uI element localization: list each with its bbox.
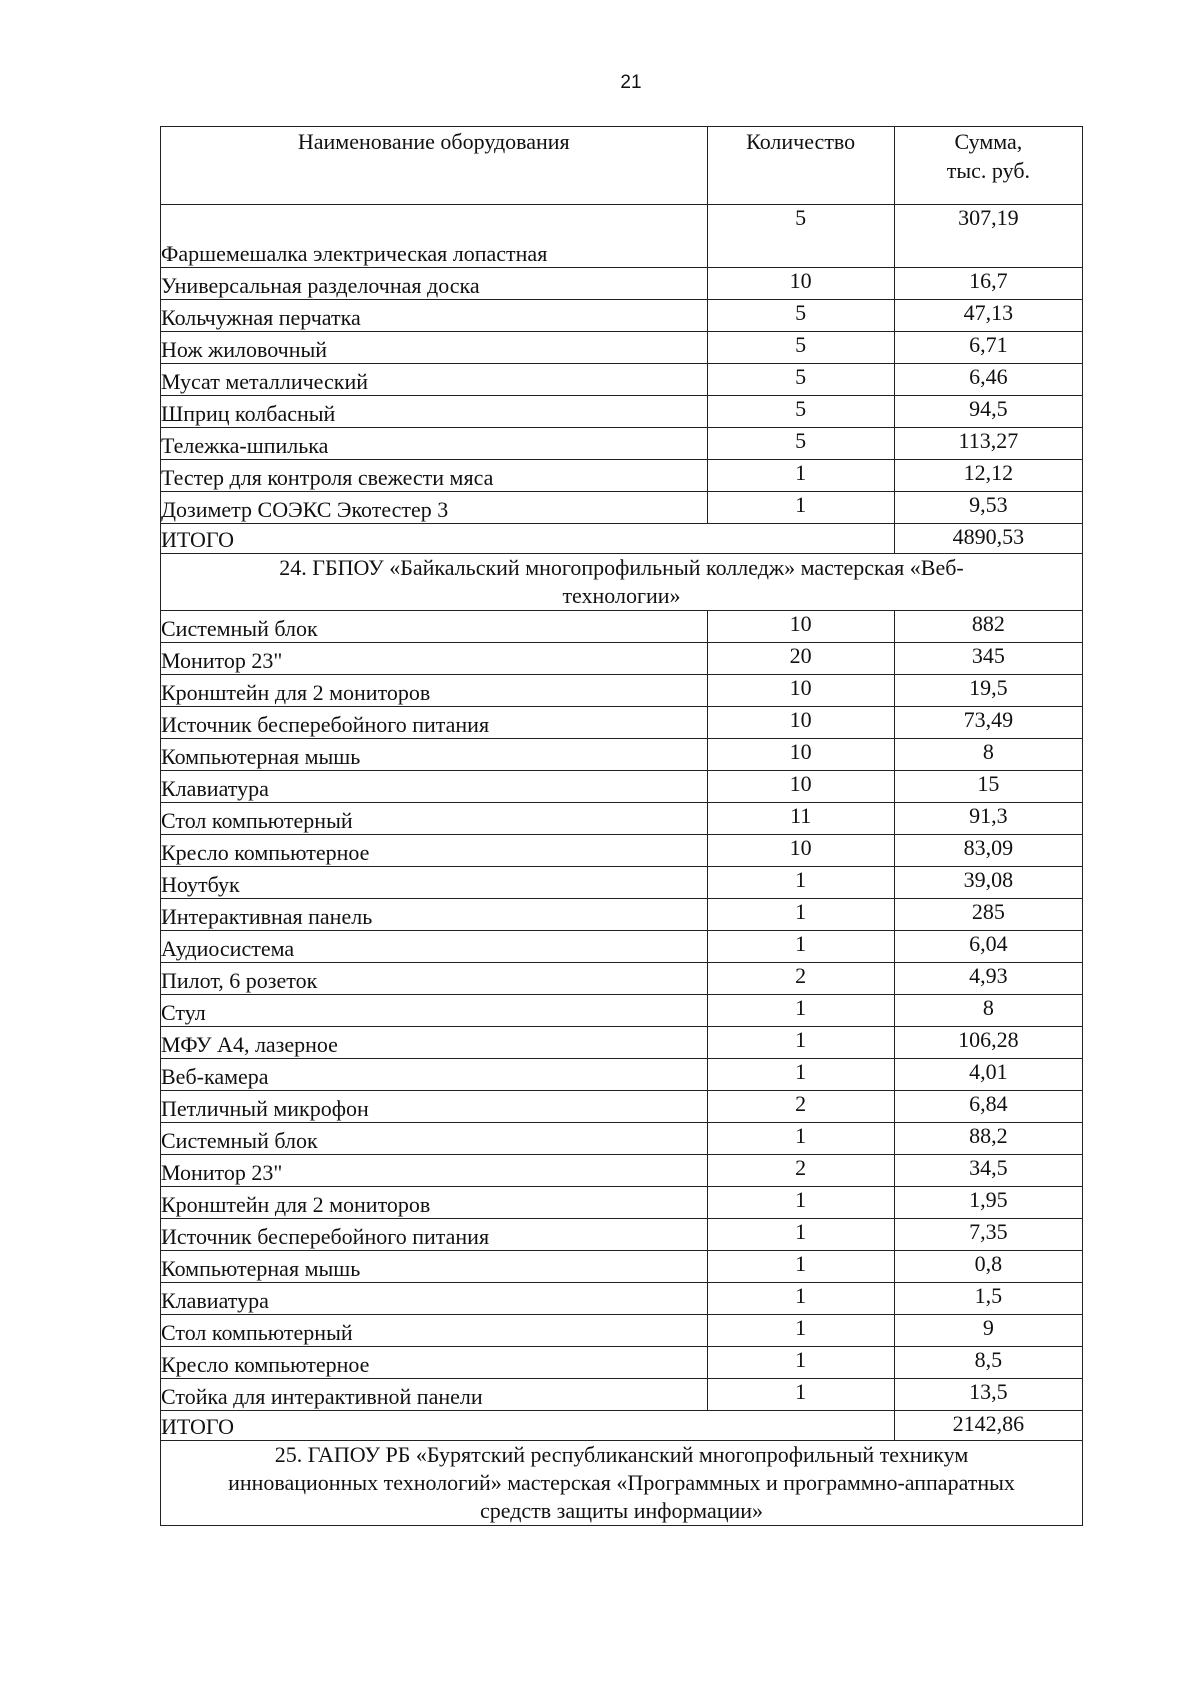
- quantity-cell: 1: [707, 1251, 894, 1283]
- sum-cell: 47,13: [894, 300, 1082, 332]
- quantity-cell: 1: [707, 899, 894, 931]
- total-value: 2142,86: [894, 1411, 1082, 1441]
- equipment-name-cell: Компьютерная мышь: [161, 1251, 708, 1283]
- sum-cell: 34,5: [894, 1155, 1082, 1187]
- equipment-name-cell: Веб-камера: [161, 1059, 708, 1091]
- sum-cell: 882: [894, 611, 1082, 643]
- table-row: [161, 835, 1083, 867]
- table-row: [161, 492, 1083, 524]
- table-header-row: [161, 127, 1083, 205]
- quantity-cell: 10: [707, 771, 894, 803]
- sum-cell: 91,3: [894, 803, 1082, 835]
- section-24-line1: 24. ГБПОУ «Байкальский многопрофильный колледж» мастерская «Веб-: [279, 555, 964, 580]
- quantity-cell: 1: [707, 460, 894, 492]
- table-row: [161, 899, 1083, 931]
- section-24-line2: технологии»: [562, 583, 681, 608]
- total-value: 4890,53: [894, 524, 1082, 554]
- sum-cell: 307,19: [894, 205, 1082, 268]
- equipment-name-cell: Кронштейн для 2 мониторов: [161, 1187, 708, 1219]
- equipment-name-cell: Петличный микрофон: [161, 1091, 708, 1123]
- total-row-group2: [161, 1411, 1083, 1441]
- equipment-name-cell: Стол компьютерный: [161, 803, 708, 835]
- equipment-name-cell: Клавиатура: [161, 1283, 708, 1315]
- table-row: [161, 995, 1083, 1027]
- table-row: [161, 1347, 1083, 1379]
- sum-cell: 7,35: [894, 1219, 1082, 1251]
- sum-cell: 16,7: [894, 268, 1082, 300]
- table-row: [161, 1379, 1083, 1411]
- sum-cell: 0,8: [894, 1251, 1082, 1283]
- section-row-25: [161, 1441, 1083, 1526]
- equipment-name-cell: Монитор 23": [161, 1155, 708, 1187]
- sum-cell: 73,49: [894, 707, 1082, 739]
- header-quantity: Количество: [707, 127, 894, 205]
- quantity-cell: 1: [707, 1347, 894, 1379]
- sum-cell: 39,08: [894, 867, 1082, 899]
- quantity-cell: 10: [707, 739, 894, 771]
- table-row: [161, 1187, 1083, 1219]
- equipment-name-cell: Интерактивная панель: [161, 899, 708, 931]
- table-row: [161, 1027, 1083, 1059]
- equipment-name-cell: Источник бесперебойного питания: [161, 1219, 708, 1251]
- quantity-cell: 1: [707, 1379, 894, 1411]
- quantity-cell: 1: [707, 1123, 894, 1155]
- sum-cell: 106,28: [894, 1027, 1082, 1059]
- quantity-cell: 1: [707, 931, 894, 963]
- sum-cell: 8,5: [894, 1347, 1082, 1379]
- table-row: [161, 739, 1083, 771]
- header-sum: [894, 127, 1082, 205]
- group2-body: [161, 611, 1083, 1411]
- equipment-name-cell: Кресло компьютерное: [161, 835, 708, 867]
- quantity-cell: 2: [707, 1155, 894, 1187]
- sum-cell: 6,84: [894, 1091, 1082, 1123]
- table-row: [161, 771, 1083, 803]
- section-25-line1: 25. ГАПОУ РБ «Бурятский республиканский многопрофильный техникум: [274, 1442, 969, 1467]
- sum-cell: 88,2: [894, 1123, 1082, 1155]
- group1-body: [161, 205, 1083, 524]
- equipment-name-cell: Дозиметр СОЭКС Экотестер 3: [161, 492, 708, 524]
- section-title-24: [161, 554, 1083, 611]
- sum-cell: 83,09: [894, 835, 1082, 867]
- table-row: [161, 1315, 1083, 1347]
- sum-cell: 12,12: [894, 460, 1082, 492]
- equipment-name-cell: Стойка для интерактивной панели: [161, 1379, 708, 1411]
- equipment-name-cell: Аудиосистема: [161, 931, 708, 963]
- equipment-name-cell: Источник бесперебойного питания: [161, 707, 708, 739]
- table-row: [161, 931, 1083, 963]
- sum-cell: 13,5: [894, 1379, 1082, 1411]
- sum-cell: 1,95: [894, 1187, 1082, 1219]
- table-row: [161, 1091, 1083, 1123]
- quantity-cell: 1: [707, 995, 894, 1027]
- quantity-cell: 20: [707, 643, 894, 675]
- header-equipment-name: Наименование оборудования: [161, 127, 708, 205]
- sum-cell: 94,5: [894, 396, 1082, 428]
- quantity-cell: 1: [707, 1059, 894, 1091]
- quantity-cell: 11: [707, 803, 894, 835]
- table-row: [161, 1251, 1083, 1283]
- quantity-cell: 2: [707, 1091, 894, 1123]
- table-row: [161, 643, 1083, 675]
- table-row: [161, 1123, 1083, 1155]
- table-row: [161, 268, 1083, 300]
- equipment-name-cell: Шприц колбасный: [161, 396, 708, 428]
- equipment-name-cell: Ноутбук: [161, 867, 708, 899]
- quantity-cell: 10: [707, 835, 894, 867]
- quantity-cell: 5: [707, 332, 894, 364]
- quantity-cell: 5: [707, 205, 894, 268]
- table-row: [161, 364, 1083, 396]
- equipment-name-cell: Пилот, 6 розеток: [161, 963, 708, 995]
- table-row: [161, 963, 1083, 995]
- equipment-name-cell: Тестер для контроля свежести мяса: [161, 460, 708, 492]
- table-row: [161, 428, 1083, 460]
- sum-cell: 345: [894, 643, 1082, 675]
- table-row: [161, 1155, 1083, 1187]
- quantity-cell: 5: [707, 396, 894, 428]
- equipment-name-cell: Стол компьютерный: [161, 1315, 708, 1347]
- section-row-24: [161, 554, 1083, 611]
- quantity-cell: 5: [707, 428, 894, 460]
- equipment-name-cell: Монитор 23": [161, 643, 708, 675]
- section-25-line3: средств защиты информации»: [479, 1498, 764, 1523]
- equipment-name-cell: Системный блок: [161, 611, 708, 643]
- quantity-cell: 1: [707, 1187, 894, 1219]
- quantity-cell: 10: [707, 675, 894, 707]
- sum-cell: 6,71: [894, 332, 1082, 364]
- equipment-name-cell: Компьютерная мышь: [161, 739, 708, 771]
- total-label: ИТОГО: [161, 1411, 895, 1441]
- equipment-name-cell: Системный блок: [161, 1123, 708, 1155]
- sum-cell: 8: [894, 995, 1082, 1027]
- equipment-name-cell: Тележка-шпилька: [161, 428, 708, 460]
- sum-cell: 15: [894, 771, 1082, 803]
- equipment-name-cell: Кронштейн для 2 мониторов: [161, 675, 708, 707]
- sum-cell: 1,5: [894, 1283, 1082, 1315]
- equipment-name-cell: Клавиатура: [161, 771, 708, 803]
- table-row: [161, 205, 1083, 268]
- table-row: [161, 867, 1083, 899]
- sum-cell: 8: [894, 739, 1082, 771]
- equipment-name-cell: Нож жиловочный: [161, 332, 708, 364]
- quantity-cell: 1: [707, 1027, 894, 1059]
- table-row: [161, 300, 1083, 332]
- sum-cell: 6,46: [894, 364, 1082, 396]
- sum-cell: 4,93: [894, 963, 1082, 995]
- equipment-name-cell: Стул: [161, 995, 708, 1027]
- quantity-cell: 1: [707, 1283, 894, 1315]
- equipment-name-cell: Универсальная разделочная доска: [161, 268, 708, 300]
- table-row: [161, 396, 1083, 428]
- equipment-name-cell: МФУ А4, лазерное: [161, 1027, 708, 1059]
- sum-cell: 19,5: [894, 675, 1082, 707]
- quantity-cell: 10: [707, 611, 894, 643]
- sum-cell: 285: [894, 899, 1082, 931]
- equipment-name-cell: Фаршемешалка электрическая лопастная: [161, 205, 708, 268]
- table-row: [161, 1283, 1083, 1315]
- table-row: [161, 1059, 1083, 1091]
- equipment-name-cell: Мусат металлический: [161, 364, 708, 396]
- total-label: ИТОГО: [161, 524, 895, 554]
- quantity-cell: 10: [707, 707, 894, 739]
- page-number: 21: [620, 72, 642, 93]
- equipment-name-cell: Кресло компьютерное: [161, 1347, 708, 1379]
- table-row: [161, 332, 1083, 364]
- quantity-cell: 5: [707, 300, 894, 332]
- table-row: [161, 675, 1083, 707]
- equipment-name-cell: Кольчужная перчатка: [161, 300, 708, 332]
- equipment-table: [160, 126, 1083, 1526]
- table-row: [161, 460, 1083, 492]
- sum-cell: 6,04: [894, 931, 1082, 963]
- table-row: [161, 1219, 1083, 1251]
- sum-cell: 113,27: [894, 428, 1082, 460]
- header-sum-line2: тыс. руб.: [946, 158, 1031, 183]
- sum-cell: 9,53: [894, 492, 1082, 524]
- quantity-cell: 1: [707, 1315, 894, 1347]
- quantity-cell: 1: [707, 1219, 894, 1251]
- quantity-cell: 1: [707, 867, 894, 899]
- total-row-group1: [161, 524, 1083, 554]
- table-row: [161, 803, 1083, 835]
- sum-cell: 9: [894, 1315, 1082, 1347]
- table-row: [161, 707, 1083, 739]
- sum-cell: 4,01: [894, 1059, 1082, 1091]
- table-row: [161, 611, 1083, 643]
- section-title-25: [161, 1441, 1083, 1526]
- quantity-cell: 5: [707, 364, 894, 396]
- quantity-cell: 10: [707, 268, 894, 300]
- quantity-cell: 1: [707, 492, 894, 524]
- header-sum-line1: Сумма,: [954, 129, 1023, 154]
- quantity-cell: 2: [707, 963, 894, 995]
- section-25-line2: инновационных технологий» мастерская «Программных и программно-аппаратных: [228, 1470, 1015, 1495]
